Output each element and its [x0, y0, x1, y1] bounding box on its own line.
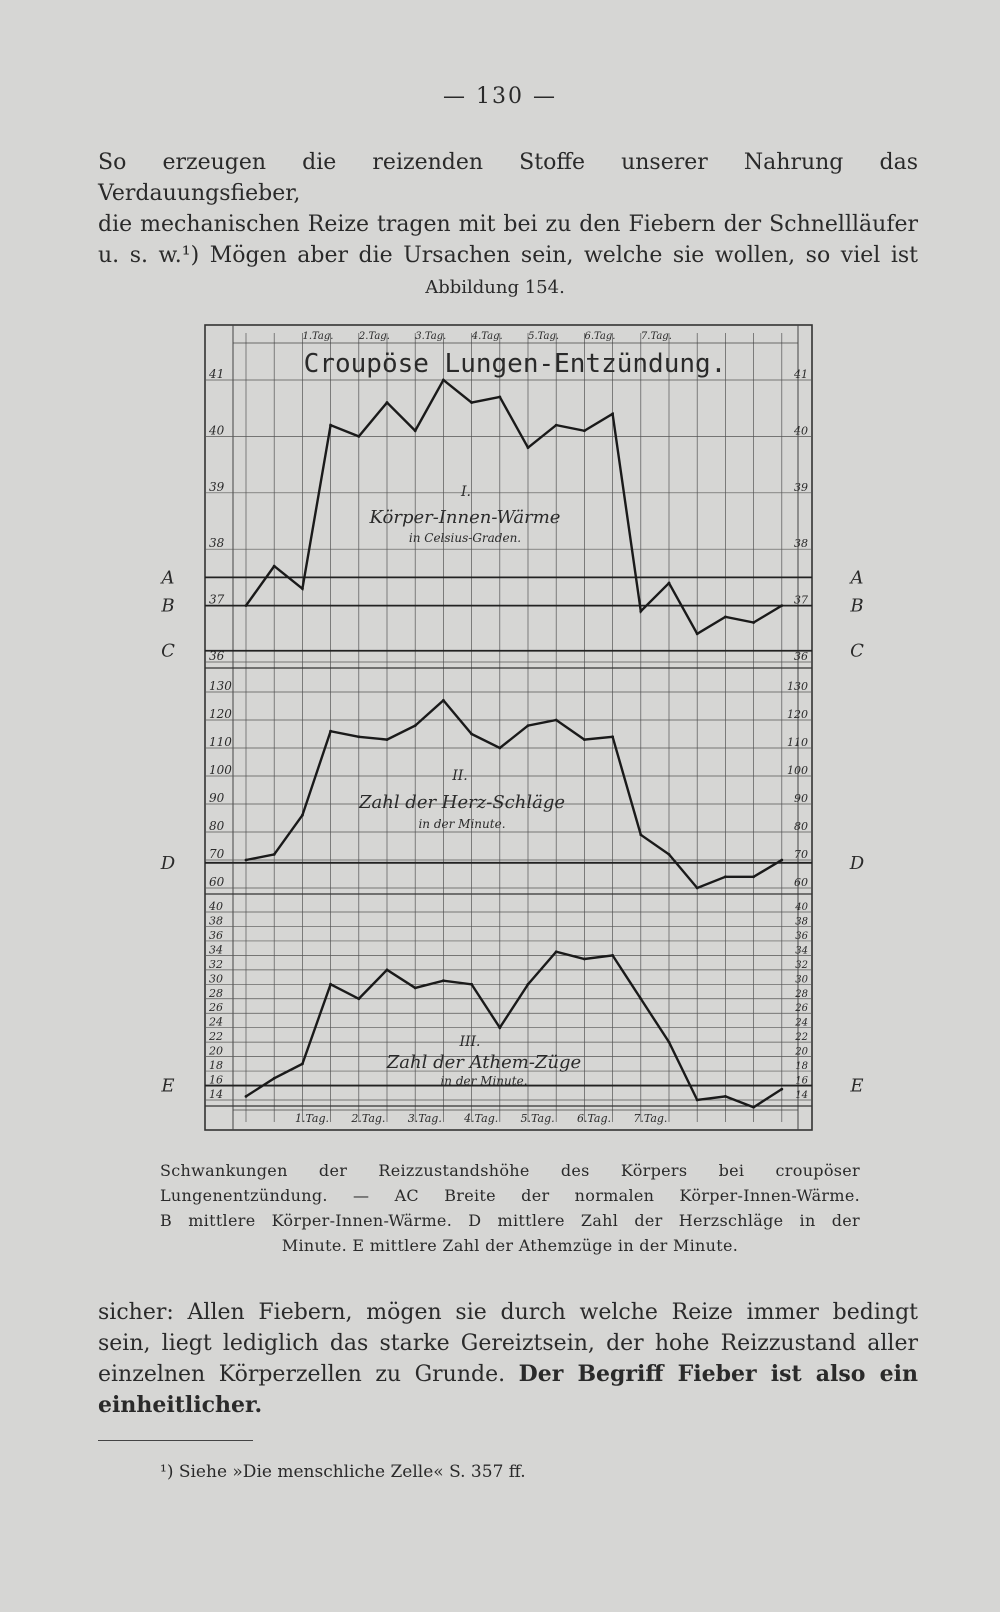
y-tick-label-right: 18: [795, 1061, 808, 1073]
text-line: So erzeugen die reizenden Stoffe unserer Nahrung das Verdauungsfieber,: [98, 150, 918, 206]
reference-label-left: A: [161, 567, 175, 589]
y-tick-label-right: 38: [795, 916, 808, 928]
y-tick-label-right: 39: [794, 480, 808, 494]
data-point: [386, 968, 389, 971]
figure-label: Abbildung 154.: [425, 277, 565, 298]
data-point: [357, 435, 360, 438]
reference-label-left: B: [161, 595, 175, 617]
y-tick-label-right: 14: [795, 1090, 808, 1101]
y-tick-label-left: 22: [209, 1030, 223, 1044]
data-point: [498, 1026, 501, 1029]
page-number: — 130 —: [443, 84, 557, 109]
y-tick-label-right: 60: [794, 876, 808, 889]
data-point: [442, 379, 445, 382]
y-tick-label-left: 38: [209, 914, 223, 928]
data-point: [357, 735, 360, 738]
data-point: [583, 738, 586, 741]
data-point: [498, 747, 501, 750]
panel-roman-label: III.: [459, 1034, 481, 1050]
day-label-bottom: 3.Tag.: [407, 1112, 442, 1125]
chart-title: Croupöse Lungen-Entzündung.: [303, 349, 727, 379]
y-tick-label-right: 41: [794, 368, 808, 381]
data-point: [583, 429, 586, 432]
y-tick-label-right: 37: [794, 593, 808, 607]
data-point: [668, 853, 671, 856]
y-tick-label-right: 38: [794, 537, 808, 551]
figure-caption: [160, 1158, 860, 1258]
data-point: [386, 738, 389, 741]
text-line: u. s. w.¹) Mögen aber die Ursachen sein, welche sie wollen, so viel ist: [98, 243, 918, 268]
data-point: [414, 429, 417, 432]
day-label-bottom: 7.Tag.: [633, 1112, 668, 1125]
caption-line: Minute. E mittlere Zahl der Athemzüge in der Minute.: [281, 1236, 739, 1255]
y-tick-label-right: 36: [794, 650, 808, 663]
data-point: [273, 1077, 276, 1080]
data-point: [555, 719, 558, 722]
y-tick-label-right: 28: [795, 988, 808, 1000]
day-label-top: 6.Tag.: [584, 331, 616, 342]
data-point: [329, 983, 332, 986]
y-tick-label-left: 80: [209, 819, 225, 833]
data-point: [386, 401, 389, 404]
panel-roman-label: II.: [452, 768, 468, 784]
bottom-paragraph: [98, 1297, 918, 1421]
data-point: [780, 859, 783, 862]
data-point: [245, 859, 248, 862]
y-tick-label-left: 37: [209, 592, 225, 607]
y-tick-label-left: 110: [209, 735, 232, 749]
day-label-bottom: 1.Tag.: [294, 1112, 330, 1125]
y-tick-label-left: 20: [209, 1044, 223, 1058]
day-label-top: 5.Tag.: [528, 331, 560, 342]
day-label-top: 2.Tag.: [358, 331, 390, 342]
data-point: [301, 587, 304, 590]
y-tick-label-left: 60: [209, 875, 225, 889]
data-point: [245, 604, 248, 607]
data-point: [329, 424, 332, 427]
data-point: [639, 833, 642, 836]
data-point: [470, 983, 473, 986]
y-tick-label-right: 36: [795, 930, 808, 942]
bold-text: Der Begriff Fieber ist also ein: [518, 1361, 918, 1387]
data-point: [555, 424, 558, 427]
y-tick-label-right: 34: [795, 945, 808, 957]
data-point: [442, 699, 445, 702]
y-tick-label-left: 36: [209, 649, 225, 663]
y-tick-label-left: 39: [209, 479, 225, 494]
data-point: [611, 412, 614, 415]
y-tick-label-left: 130: [209, 679, 232, 693]
y-tick-label-left: 26: [209, 1001, 223, 1015]
caption-line: Lungenentzündung. — AC Breite der normalen Körper-Innen-Wärme.: [160, 1186, 860, 1205]
caption-line: B mittlere Körper-Innen-Wärme. D mittlere Zahl der Herzschläge in der: [160, 1211, 860, 1230]
data-point: [442, 979, 445, 982]
y-tick-label-left: 41: [209, 367, 225, 381]
y-tick-label-left: 40: [209, 900, 223, 913]
data-point: [470, 401, 473, 404]
panel-label: Körper-Innen-Wärme: [369, 507, 561, 528]
data-point: [527, 724, 530, 727]
day-label-bottom: 6.Tag.: [576, 1112, 612, 1125]
data-point: [470, 733, 473, 736]
y-tick-label-left: 30: [209, 972, 223, 986]
reference-label-left: C: [161, 640, 175, 662]
data-point: [611, 735, 614, 738]
day-label-top: 1.Tag.: [302, 331, 334, 342]
y-tick-label-right: 30: [795, 974, 808, 986]
data-point: [752, 621, 755, 624]
data-point: [668, 582, 671, 585]
y-tick-label-right: 22: [795, 1032, 808, 1044]
data-point: [752, 875, 755, 878]
y-tick-label-right: 24: [795, 1017, 808, 1029]
data-point: [752, 1106, 755, 1109]
reference-label-right: D: [849, 852, 865, 874]
y-tick-label-left: 70: [209, 847, 225, 861]
data-point: [357, 997, 360, 1000]
y-tick-label-left: 34: [209, 943, 223, 957]
y-tick-label-left: 28: [209, 986, 223, 1000]
day-label-top: 3.Tag.: [415, 331, 447, 342]
reference-label-left: D: [160, 852, 176, 874]
text-line: einzelnen Körperzellen zu Grunde.: [98, 1362, 519, 1387]
panel-roman-label: I.: [461, 484, 471, 500]
y-tick-label-right: 130: [787, 680, 808, 693]
day-label-bottom: 5.Tag.: [520, 1112, 555, 1125]
data-point: [245, 1095, 248, 1098]
y-tick-label-right: 110: [787, 736, 808, 749]
day-label-bottom: 4.Tag.: [464, 1112, 499, 1125]
footnote-rule: [98, 1440, 253, 1441]
y-tick-label-left: 32: [209, 957, 223, 971]
data-point: [639, 610, 642, 613]
y-tick-label-left: 40: [209, 423, 225, 438]
y-tick-label-left: 100: [209, 763, 232, 777]
data-point: [780, 1088, 783, 1091]
reference-label-right: C: [850, 640, 864, 662]
footnote: ¹) Siehe »Die menschliche Zelle« S. 357 ff.: [160, 1462, 526, 1482]
data-point: [498, 396, 501, 399]
chart-frame: [205, 325, 812, 1130]
y-tick-label-left: 14: [209, 1088, 223, 1101]
y-tick-label-right: 100: [787, 764, 808, 777]
data-point: [329, 730, 332, 733]
y-tick-label-right: 40: [794, 424, 808, 438]
day-label-top: 4.Tag.: [471, 331, 503, 342]
y-tick-label-right: 32: [795, 959, 808, 971]
bold-text: einheitlicher.: [98, 1392, 263, 1418]
y-tick-label-left: 18: [209, 1059, 223, 1073]
y-tick-label-right: 16: [795, 1075, 808, 1087]
data-point: [527, 983, 530, 986]
data-point: [414, 987, 417, 990]
data-point: [696, 1099, 699, 1102]
day-label-top: 7.Tag.: [640, 331, 672, 342]
panel-label: Zahl der Athem-Züge: [386, 1052, 582, 1073]
data-point: [301, 814, 304, 817]
panel-sublabel: in Celsius-Graden.: [408, 531, 522, 545]
panel-sublabel: in der Minute.: [440, 1074, 528, 1088]
caption-line: Schwankungen der Reizzustandshöhe des Körpers bei croupöser: [160, 1161, 860, 1180]
y-tick-label-right: 20: [795, 1046, 808, 1058]
data-point: [414, 724, 417, 727]
y-tick-label-left: 120: [209, 707, 232, 721]
y-tick-label-right: 120: [787, 708, 808, 721]
reference-label-right: B: [850, 595, 864, 617]
data-point: [611, 954, 614, 957]
data-point: [724, 1095, 727, 1098]
data-point: [555, 950, 558, 953]
y-tick-label-left: 36: [209, 928, 223, 942]
data-point: [696, 887, 699, 890]
panel-sublabel: in der Minute.: [418, 817, 506, 831]
y-tick-label-right: 80: [794, 820, 808, 833]
y-tick-label-left: 90: [209, 791, 225, 805]
reference-label-right: E: [850, 1075, 864, 1097]
y-tick-label-right: 70: [794, 848, 808, 861]
text-line: sein, liegt lediglich das starke Gereiztsein, der hohe Reizzustand aller: [98, 1331, 918, 1356]
data-point: [583, 958, 586, 961]
y-tick-label-right: 40: [795, 902, 808, 913]
day-label-bottom: 2.Tag.: [351, 1112, 386, 1125]
data-point: [273, 853, 276, 856]
data-point: [668, 1041, 671, 1044]
y-tick-label-left: 24: [209, 1015, 223, 1029]
data-point: [273, 565, 276, 568]
text-line: sicher: Allen Fiebern, mögen sie durch welche Reize immer bedingt: [98, 1300, 918, 1325]
data-point: [696, 632, 699, 635]
text-line: die mechanischen Reize tragen mit bei zu den Fiebern der Schnellläufer: [98, 212, 918, 237]
data-point: [724, 875, 727, 878]
panel-label: Zahl der Herz-Schläge: [359, 792, 565, 813]
data-point: [527, 446, 530, 449]
data-point: [724, 615, 727, 618]
reference-label-left: E: [161, 1075, 175, 1097]
data-point: [780, 604, 783, 607]
y-tick-label-right: 90: [794, 792, 808, 805]
data-point: [301, 1062, 304, 1065]
y-tick-label-left: 38: [209, 536, 225, 551]
y-tick-label-left: 16: [209, 1073, 223, 1087]
reference-label-right: A: [850, 567, 864, 589]
data-point: [639, 997, 642, 1000]
y-tick-label-right: 26: [795, 1003, 808, 1015]
